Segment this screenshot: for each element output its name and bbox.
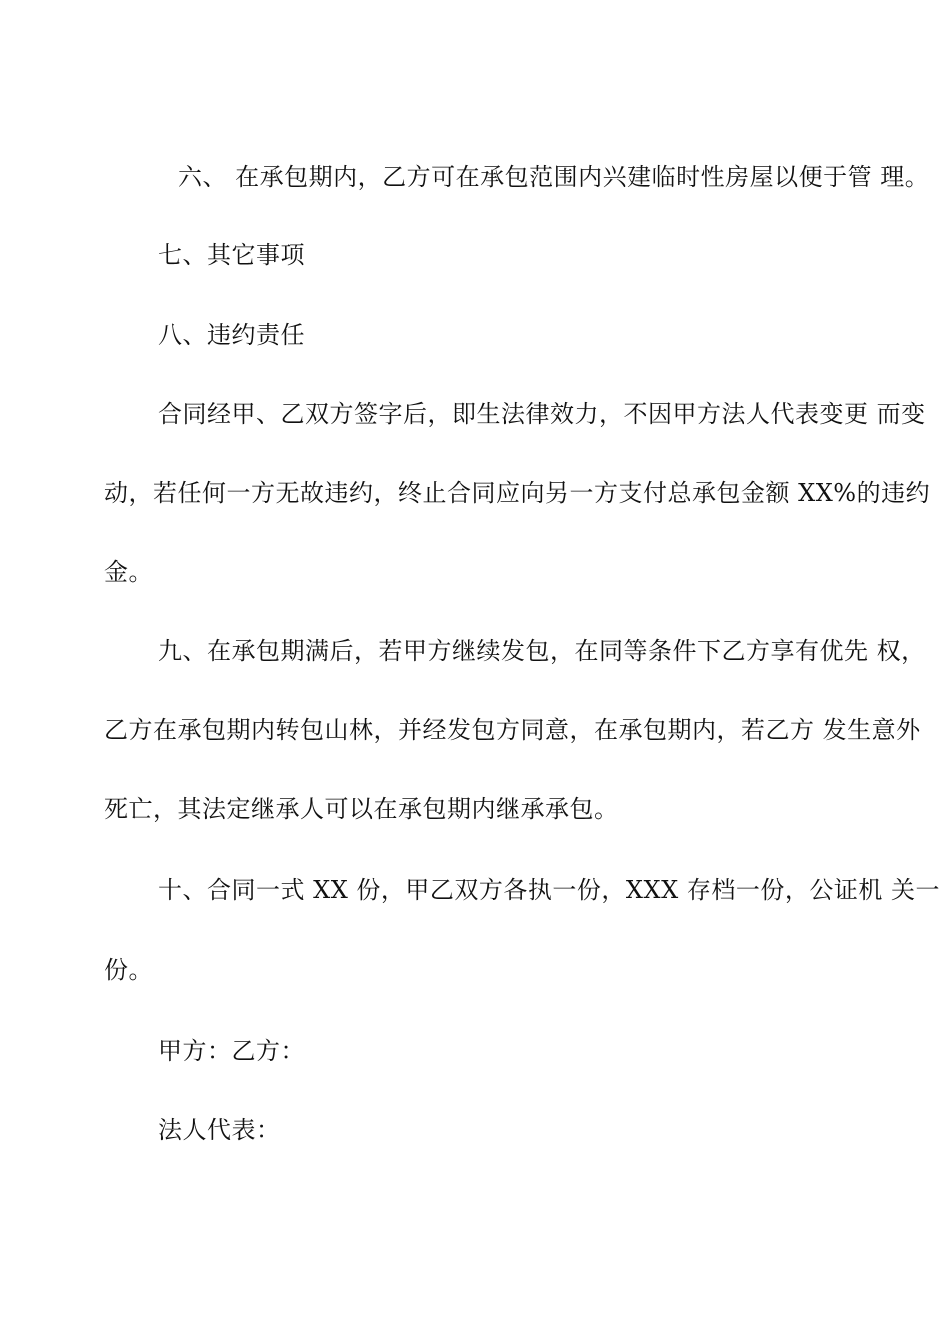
- clause-7-heading: 七、其它事项: [158, 241, 305, 269]
- breach-paragraph-line-1: 合同经甲、乙双方签字后，即生法律效力，不因甲方法人代表变更 而变: [158, 400, 926, 428]
- clause-8-heading: 八、违约责任: [158, 321, 305, 349]
- clause-9-line-3: 死亡，其法定继承人可以在承包期内继承承包。: [104, 795, 619, 823]
- clause-10-line-1: 十、合同一式 XX 份，甲乙双方各执一份，XXX 存档一份，公证机 关一: [158, 876, 940, 904]
- legal-representative-line: 法人代表：: [158, 1116, 281, 1144]
- clause-6-line: 六、 在承包期内，乙方可在承包范围内兴建临时性房屋以便于管 理。: [178, 163, 930, 191]
- clause-9-line-2: 乙方在承包期内转包山林，并经发包方同意，在承包期内，若乙方 发生意外: [104, 716, 921, 744]
- breach-paragraph-line-2: 动，若任何一方无故违约，终止合同应向另一方支付总承包金额 XX%的违约: [104, 479, 931, 507]
- breach-paragraph-line-3: 金。: [104, 558, 153, 586]
- clause-9-line-1: 九、在承包期满后，若甲方继续发包，在同等条件下乙方享有优先 权，: [158, 637, 926, 665]
- clause-10-line-2: 份。: [104, 956, 153, 984]
- party-signature-line: 甲方：乙方：: [158, 1037, 305, 1065]
